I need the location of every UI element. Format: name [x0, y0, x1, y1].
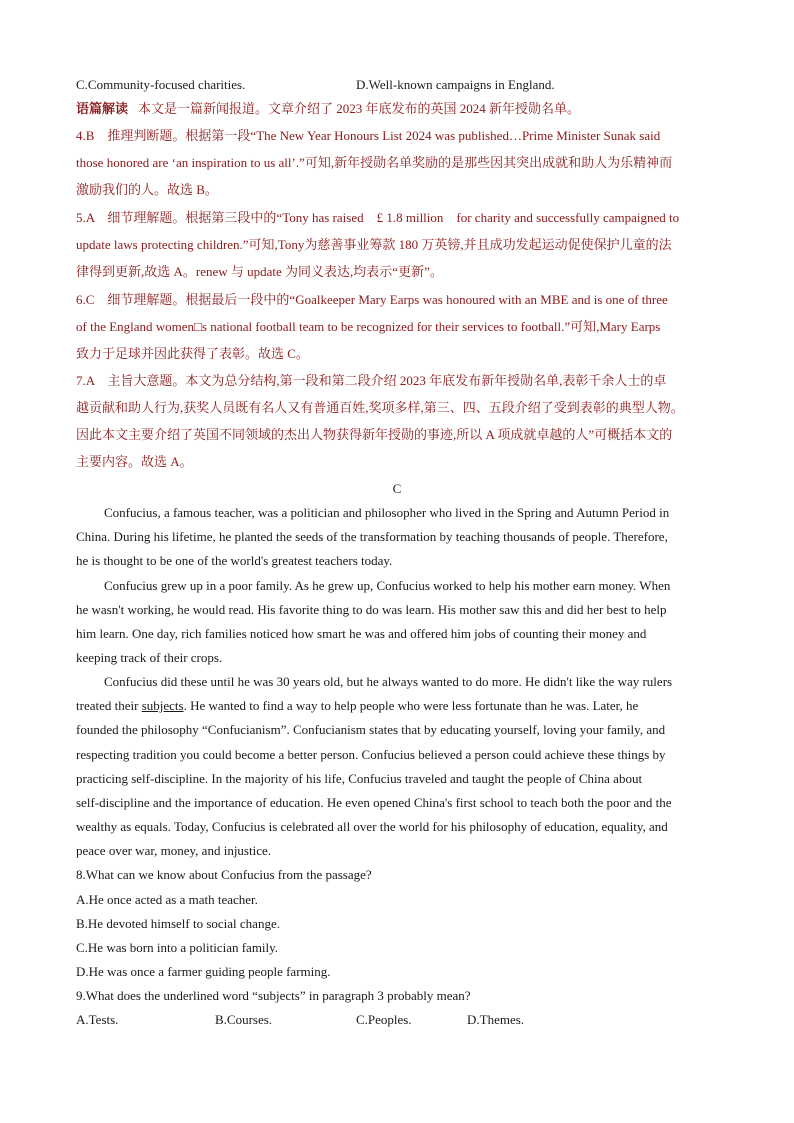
answer-q7-line: 越贡献和助人行为,获奖人员既有名人又有普通百姓,奖项多样,第三、四、五段介绍了受到表彰的典型人物。	[76, 400, 684, 415]
answer-q4-line: 4.B 推理判断题。根据第一段“The New Year Honours List 2024 was published…Prime Minister Sunak said	[76, 128, 661, 143]
answer-q7-line: 因此本文主要介绍了英国不同领域的杰出人物获得新年授勋的事迹,所以 A 项成就卓越的人”可概括本文的	[76, 427, 673, 442]
analysis-label: 语篇解读	[76, 101, 129, 116]
passage-line: Confucius, a famous teacher, was a politician and philosopher who lived in the Spring and Autumn Period in	[104, 505, 670, 520]
q9-option-b: B.Courses.	[215, 1012, 273, 1027]
question-9: 9.What does the underlined word “subjects” in paragraph 3 probably mean?	[76, 988, 471, 1003]
answer-q4-line: 激励我们的人。故选 B。	[76, 182, 218, 197]
q8-option-b: B.He devoted himself to social change.	[76, 916, 280, 931]
answer-q6-line: of the England women□s national football team to be recognized for their services to football.”可知,Mary Earps	[76, 319, 661, 334]
passage-line: Confucius grew up in a poor family. As he grew up, Confucius worked to help his mother earn money. When	[104, 578, 671, 593]
answer-q4-line: those honored are ‘an inspiration to us all’.”可知,新年授勋名单奖励的是那些因其突出成就和助人为乐精神而	[76, 155, 673, 170]
passage-line	[76, 696, 638, 716]
q9-option-c: C.Peoples.	[356, 1012, 412, 1027]
passage-line: respecting tradition you could become a better person. Confucius believed a person could achieve these things by	[76, 747, 666, 762]
passage-text: . He wanted to find a way to help people who were less fortunate than he was. Later, he	[183, 698, 639, 713]
passage-line: founded the philosophy “Confucianism”. Confucianism states that by educating yourself, loving your family, and	[76, 722, 666, 737]
passage-line: he wasn't working, he would read. His favorite thing to do was learn. His mother saw this and did her best to help	[76, 602, 667, 617]
passage-line: him learn. One day, rich families noticed how smart he was and offered him jobs of counting their money and	[76, 626, 647, 641]
underlined-word: subjects	[141, 698, 184, 713]
answer-q7-line: 7.A 主旨大意题。本文为总分结构,第一段和第二段介绍 2023 年底发布新年授勋名单,表彰千余人士的卓	[76, 373, 667, 388]
passage-line: peace over war, money, and injustice.	[76, 843, 271, 858]
passage-line: keeping track of their crops.	[76, 650, 223, 665]
answer-q6-line: 致力于足球并因此获得了表彰。故选 C。	[76, 346, 309, 361]
option-d: D.Well-known campaigns in England.	[356, 77, 555, 92]
answer-q7-line: 主要内容。故选 A。	[76, 454, 193, 469]
q9-option-a: A.Tests.	[76, 1012, 119, 1027]
section-heading: C	[392, 481, 402, 496]
answer-q6-line: 6.C 细节理解题。根据最后一段中的“Goalkeeper Mary Earps was honoured with an MBE and is one of three	[76, 292, 668, 307]
q8-option-d: D.He was once a farmer guiding people farming.	[76, 964, 331, 979]
passage-line: Confucius did these until he was 30 years old, but he always wanted to do more. He didn't like the way rulers	[104, 674, 673, 689]
q8-option-a: A.He once acted as a math teacher.	[76, 892, 258, 907]
question-8: 8.What can we know about Confucius from the passage?	[76, 867, 372, 882]
option-c: C.Community-focused charities.	[76, 77, 246, 92]
passage-line: practicing self-discipline. In the majority of his life, Confucius traveled and taught the people of China about	[76, 771, 643, 786]
passage-line: self-discipline and the importance of education. He even opened China's first school to teach both the poor and the	[76, 795, 672, 810]
passage-line: wealthy as equals. Today, Confucius is celebrated all over the world for his philosophy of education, equality, and	[76, 819, 668, 834]
answer-q5-line: update laws protecting children.”可知,Tony为慈善事业筹款 180 万英镑,并且成功发起运动促使保护儿童的法	[76, 237, 672, 252]
analysis-text: 本文是一篇新闻报道。文章介绍了 2023 年底发布的英国 2024 新年授勋名单。	[138, 101, 581, 116]
passage-line: he is thought to be one of the world's greatest teachers today.	[76, 553, 393, 568]
passage-line: China. During his lifetime, he planted the seeds of the transformation by teaching thousands of people. Therefore,	[76, 529, 668, 544]
passage-text: treated their	[76, 698, 142, 713]
analysis-line	[76, 99, 580, 119]
q9-option-d: D.Themes.	[467, 1012, 525, 1027]
q8-option-c: C.He was born into a politician family.	[76, 940, 279, 955]
answer-q5-line: 5.A 细节理解题。根据第三段中的“Tony has raised £ 1.8 million for charity and successfully campaigned to	[76, 210, 680, 225]
answer-q5-line: 律得到更新,故选 A。renew 与 update 为同义表达,均表示“更新”。	[76, 264, 443, 279]
